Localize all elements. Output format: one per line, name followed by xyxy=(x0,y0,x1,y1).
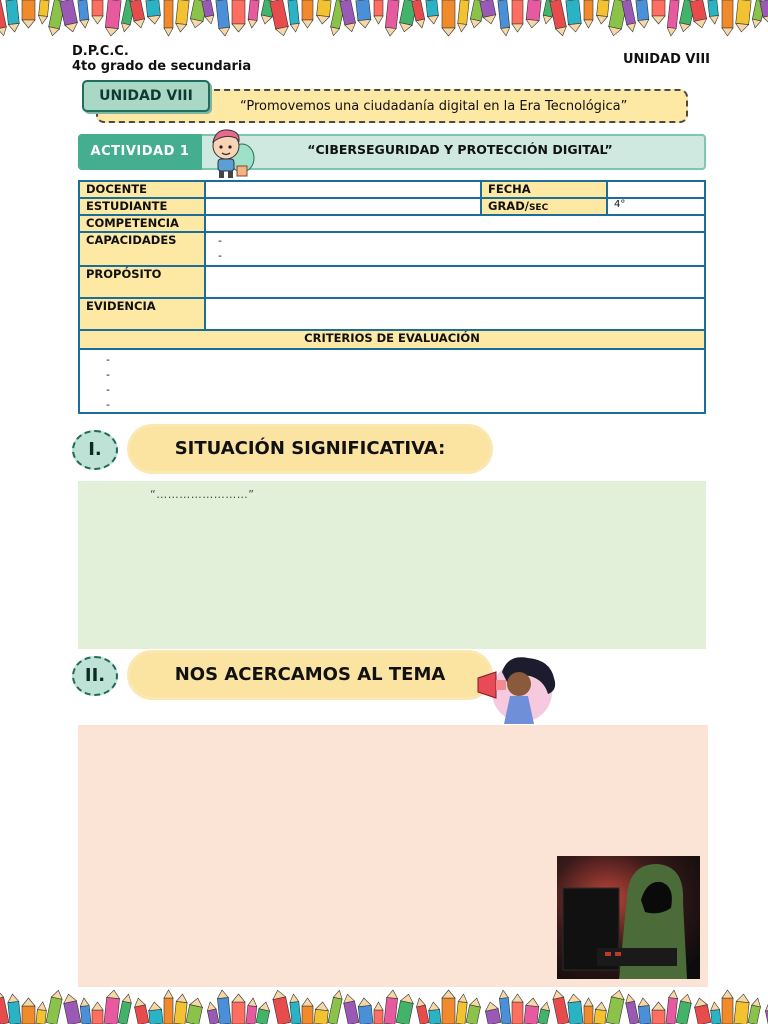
estudiante-field[interactable] xyxy=(205,198,481,215)
criterio-item: - xyxy=(106,398,110,411)
criterios-field[interactable] xyxy=(79,349,705,413)
label-proposito: PROPÓSITO xyxy=(79,266,205,298)
document-header xyxy=(72,44,251,74)
label-fecha: FECHA xyxy=(481,181,607,198)
capacidad-item: - xyxy=(218,234,222,247)
criterio-item: - xyxy=(106,383,110,396)
label-grad-sec xyxy=(481,198,607,215)
grad-sec-field[interactable]: 4° xyxy=(607,198,705,215)
pencil-border-top xyxy=(0,0,768,42)
unit-label: UNIDAD VIII xyxy=(622,52,710,67)
label-docente: DOCENTE xyxy=(79,181,205,198)
section-1-number: I. xyxy=(72,430,118,470)
activity-info-table xyxy=(78,180,706,414)
fecha-field[interactable] xyxy=(607,181,705,198)
evidencia-field[interactable] xyxy=(205,298,705,330)
criterios-header: CRITERIOS DE EVALUACIÓN xyxy=(79,330,705,349)
competencia-field[interactable] xyxy=(205,215,705,232)
unit-badge: UNIDAD VIII xyxy=(82,80,210,112)
criterio-item: - xyxy=(106,368,110,381)
section-2-number: II. xyxy=(72,656,118,696)
situacion-panel xyxy=(78,481,706,649)
label-evidencia: EVIDENCIA xyxy=(79,298,205,330)
proposito-field[interactable] xyxy=(205,266,705,298)
megaphone-girl-icon xyxy=(474,650,560,730)
label-estudiante: ESTUDIANTE xyxy=(79,198,205,215)
activity-label: ACTIVIDAD 1 xyxy=(78,134,202,170)
label-competencia: COMPETENCIA xyxy=(79,215,205,232)
activity-title: “CIBERSEGURIDAD Y PROTECCIÓN DIGITAL” xyxy=(307,142,613,157)
capacidad-item: - xyxy=(218,249,222,262)
section-2-title: NOS ACERCAMOS AL TEMA xyxy=(130,653,490,697)
section-1-title: SITUACIÓN SIGNIFICATIVA: xyxy=(130,427,490,471)
org-name: D.P.C.C. xyxy=(72,44,129,59)
capacidades-field[interactable] xyxy=(205,232,705,266)
unit-quote: “Promovemos una ciudadanía digital en la Era Tecnológica” xyxy=(240,99,628,114)
docente-field[interactable] xyxy=(205,181,481,198)
label-capacidades: CAPACIDADES xyxy=(79,232,205,266)
hacker-image xyxy=(557,856,700,979)
situacion-quote: “……………………” xyxy=(150,488,255,501)
label-sec: SEC xyxy=(528,203,549,213)
grade-label: 4to grado de secundaria xyxy=(72,59,252,74)
criterio-item: - xyxy=(106,353,110,366)
label-grad: GRAD/ xyxy=(488,199,529,213)
pencil-border-bottom xyxy=(0,984,768,1024)
